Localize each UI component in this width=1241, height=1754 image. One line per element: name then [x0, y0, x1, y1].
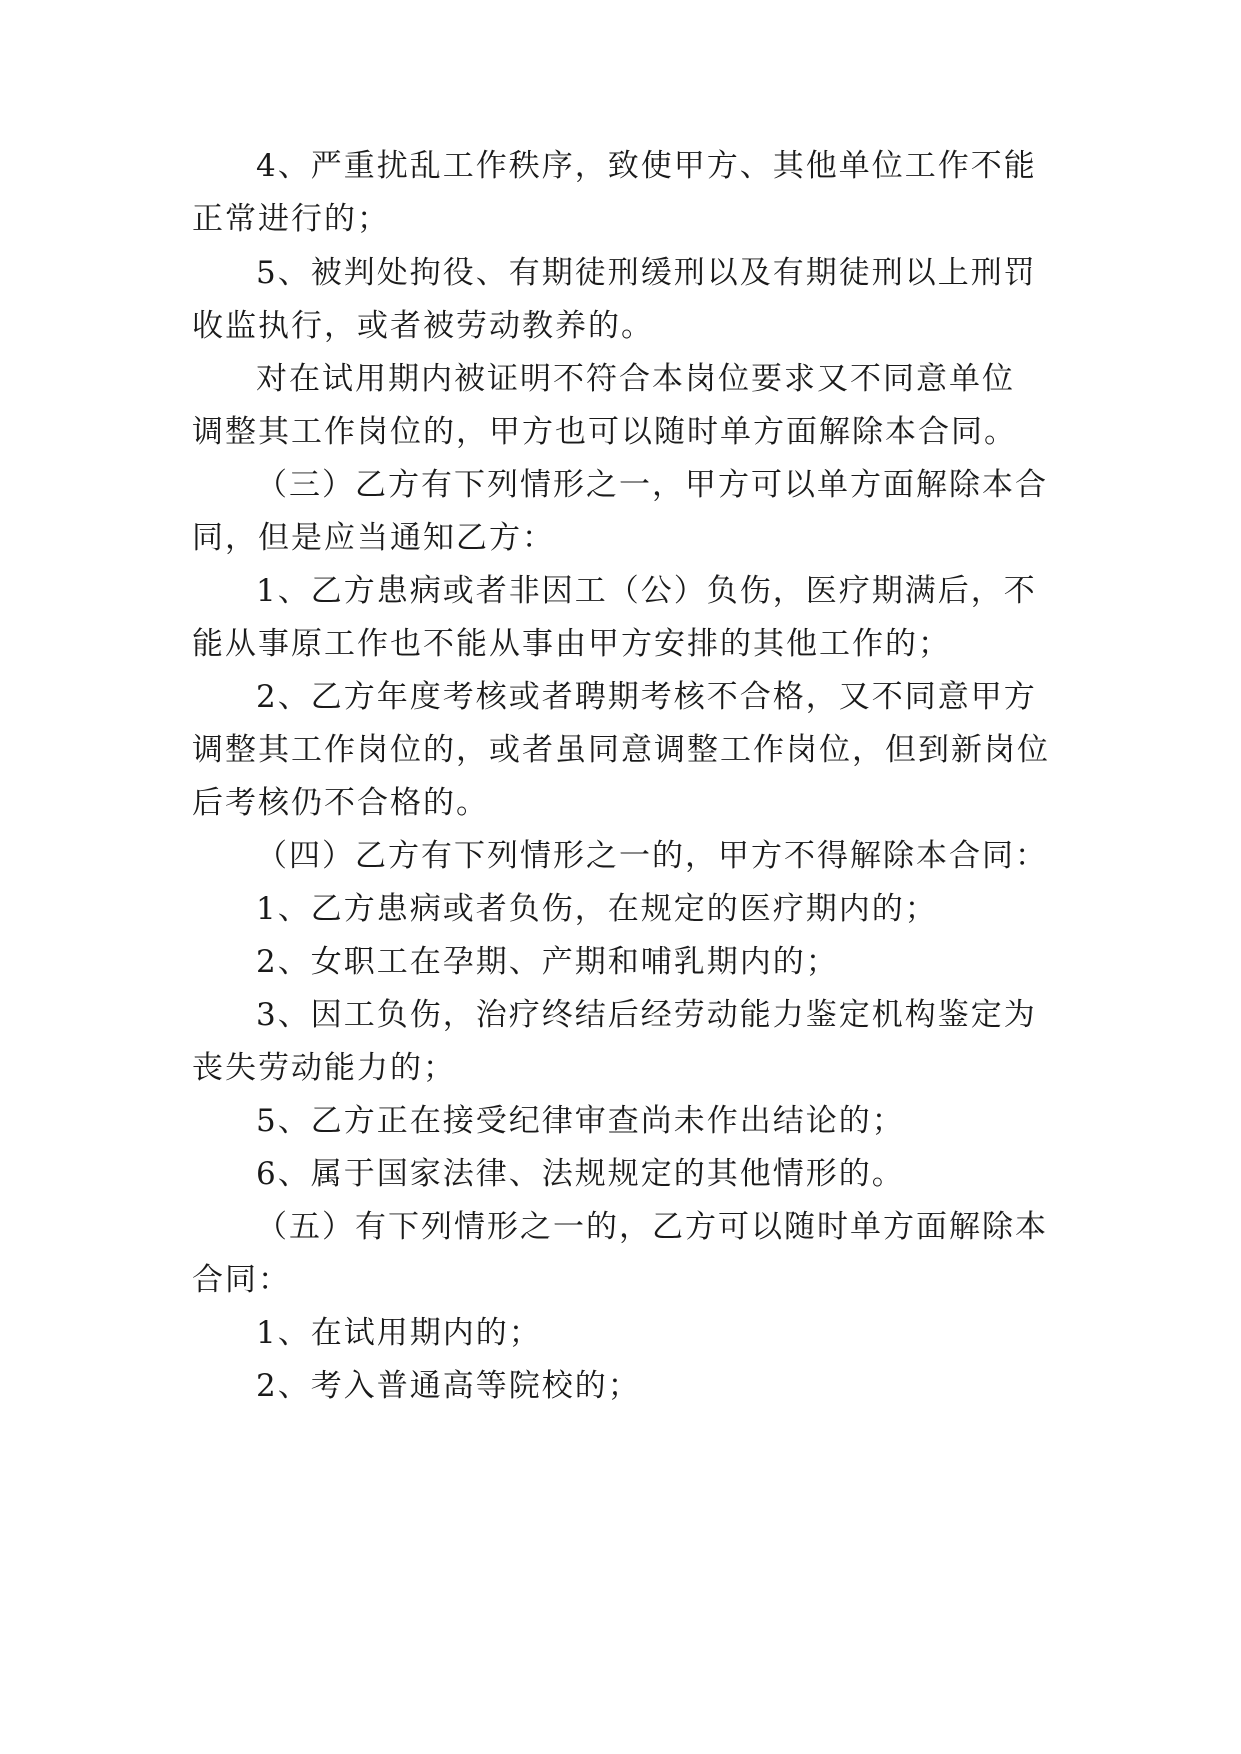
clause-line: 2、考入普通高等院校的； — [256, 1368, 641, 1404]
clause-line: 2、女职工在孕期、产期和哺乳期内的； — [256, 944, 839, 980]
clause-line: 5、乙方正在接受纪律审查尚未作出结论的； — [256, 1103, 905, 1139]
clause-line: 丧失劳动能力的； — [192, 1050, 456, 1086]
clause-line: 调整其工作岗位的，甲方也可以随时单方面解除本合同。 — [192, 414, 1017, 450]
clause-line: 收监执行，或者被劳动教养的。 — [192, 308, 654, 344]
clause-line: 调整其工作岗位的，或者虽同意调整工作岗位，但到新岗位 — [192, 732, 1050, 768]
clause-line: 2、乙方年度考核或者聘期考核不合格，又不同意甲方 — [256, 679, 1037, 715]
clause-line: 后考核仍不合格的。 — [192, 785, 489, 821]
clause-line: 3、因工负伤，治疗终结后经劳动能力鉴定机构鉴定为 — [256, 997, 1037, 1033]
section-heading: （三）乙方有下列情形之一，甲方可以单方面解除本合 — [256, 467, 1048, 503]
clause-line: 4、严重扰乱工作秩序，致使甲方、其他单位工作不能 — [256, 148, 1037, 184]
clause-line: 1、乙方患病或者负伤，在规定的医疗期内的； — [256, 891, 938, 927]
clause-line: 能从事原工作也不能从事由甲方安排的其他工作的； — [192, 626, 951, 662]
clause-line: 合同： — [192, 1262, 291, 1298]
section-heading: （四）乙方有下列情形之一的，甲方不得解除本合同： — [256, 838, 1048, 874]
clause-line: 1、乙方患病或者非因工（公）负伤，医疗期满后，不 — [256, 573, 1037, 609]
clause-line: 正常进行的； — [192, 201, 390, 237]
section-heading: （五）有下列情形之一的，乙方可以随时单方面解除本 — [256, 1209, 1048, 1245]
clause-line: 6、属于国家法律、法规规定的其他情形的。 — [256, 1156, 905, 1192]
clause-line: 同，但是应当通知乙方： — [192, 520, 555, 556]
clause-line: 5、被判处拘役、有期徒刑缓刑以及有期徒刑以上刑罚 — [256, 255, 1037, 291]
clause-line: 1、在试用期内的； — [256, 1315, 542, 1351]
clause-line: 对在试用期内被证明不符合本岗位要求又不同意单位 — [256, 361, 1015, 397]
